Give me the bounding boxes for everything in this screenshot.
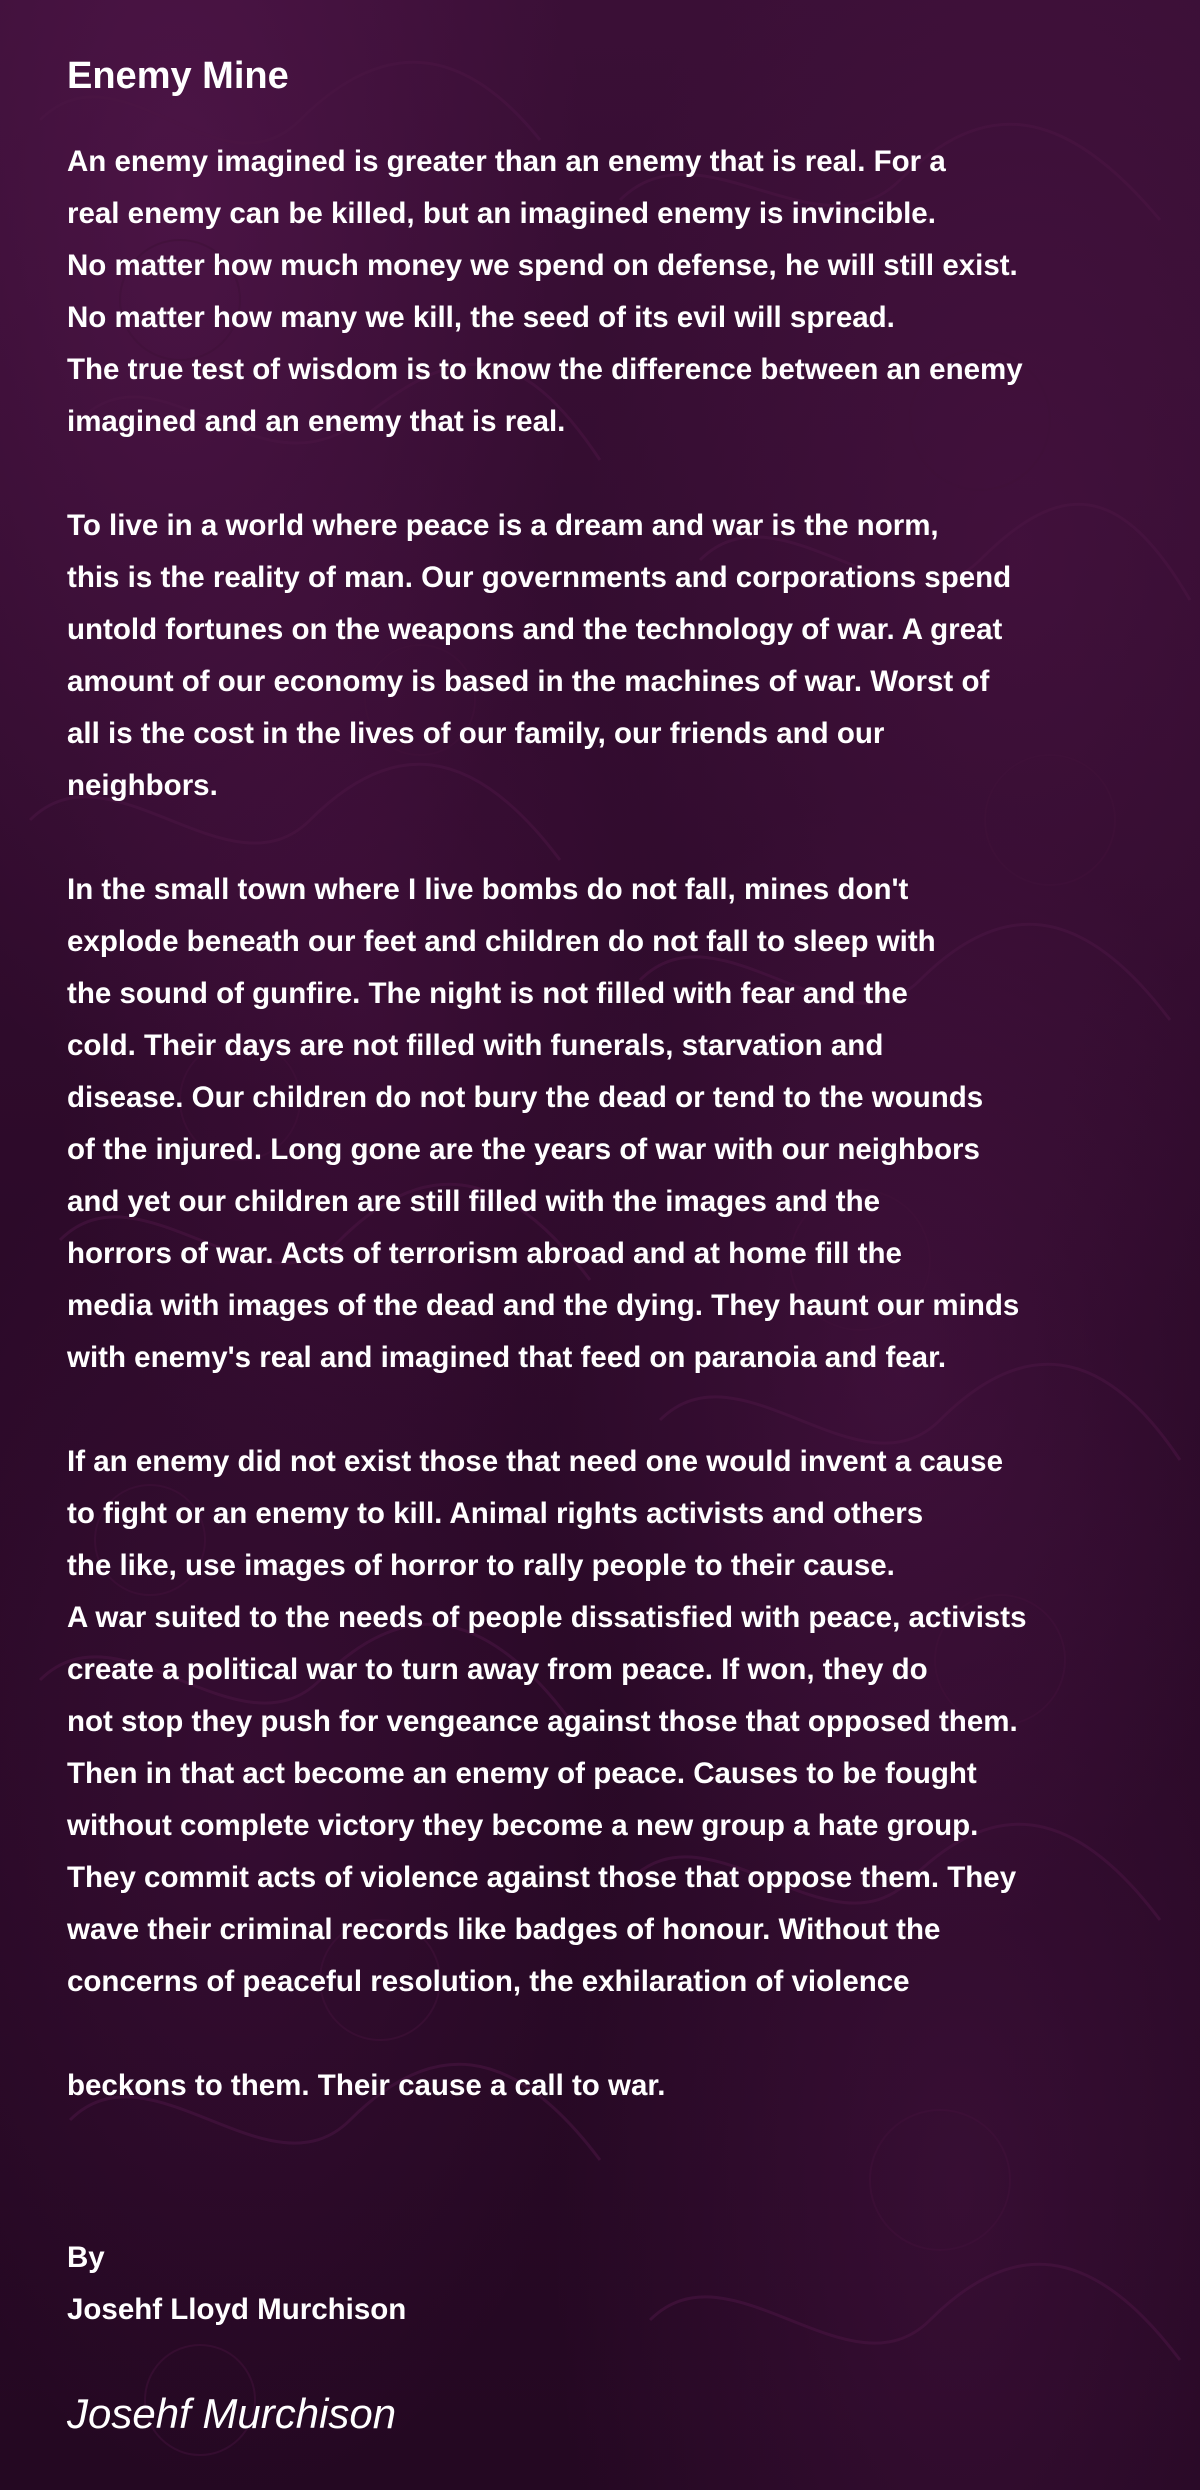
poem-line: explode beneath our feet and children do not fall to sleep with xyxy=(67,925,936,958)
author-signature: Josehf Murchison xyxy=(67,2390,397,2437)
author-name: Josehf Lloyd Murchison xyxy=(67,2293,407,2326)
poem-line: untold fortunes on the weapons and the technology of war. A great xyxy=(67,613,1003,646)
poem-line: They commit acts of violence against those that oppose them. They xyxy=(67,1861,1017,1894)
poem-content xyxy=(67,52,1147,2442)
poem-line: No matter how much money we spend on defense, he will still exist. xyxy=(67,249,1018,282)
stanza-5 xyxy=(67,2060,1147,2112)
by-label: By xyxy=(67,2241,105,2274)
poem-line: In the small town where I live bombs do not fall, mines don't xyxy=(67,873,909,906)
poem-line: imagined and an enemy that is real. xyxy=(67,405,566,438)
poem-line: and yet our children are still filled with the images and the xyxy=(67,1185,881,1218)
poem-line: No matter how many we kill, the seed of its evil will spread. xyxy=(67,301,895,334)
stanza-1 xyxy=(67,136,1147,448)
poem-line: not stop they push for vengeance against those that opposed them. xyxy=(67,1705,1018,1738)
poem-title: Enemy Mine xyxy=(67,55,289,97)
poem-line: media with images of the dead and the dying. They haunt our minds xyxy=(67,1289,1020,1322)
stanza-3 xyxy=(67,864,1147,1384)
poem-line: To live in a world where peace is a dream and war is the norm, xyxy=(67,509,939,542)
poem-line: all is the cost in the lives of our family, our friends and our xyxy=(67,717,885,750)
poem-line: beckons to them. Their cause a call to war. xyxy=(67,2069,666,2102)
poem-line: the like, use images of horror to rally people to their cause. xyxy=(67,1549,895,1582)
poem-line: An enemy imagined is greater than an enemy that is real. For a xyxy=(67,145,946,178)
poem-line: this is the reality of man. Our governments and corporations spend xyxy=(67,561,1012,594)
poem-line: disease. Our children do not bury the dead or tend to the wounds xyxy=(67,1081,984,1114)
stanza-4 xyxy=(67,1436,1147,2008)
poem-line: cold. Their days are not filled with funerals, starvation and xyxy=(67,1029,884,1062)
poem-line: real enemy can be killed, but an imagined enemy is invincible. xyxy=(67,197,936,230)
author-block xyxy=(67,2232,1147,2336)
poem-line: Then in that act become an enemy of peace. Causes to be fought xyxy=(67,1757,977,1790)
poem-line: to fight or an enemy to kill. Animal rights activists and others xyxy=(67,1497,924,1530)
poem-line: the sound of gunfire. The night is not filled with fear and the xyxy=(67,977,908,1010)
poem-line: create a political war to turn away from peace. If won, they do xyxy=(67,1653,928,1686)
poem-line: wave their criminal records like badges of honour. Without the xyxy=(67,1913,941,1946)
poem-line: amount of our economy is based in the machines of war. Worst of xyxy=(67,665,990,698)
poem-line: horrors of war. Acts of terrorism abroad and at home fill the xyxy=(67,1237,902,1270)
stanza-2 xyxy=(67,500,1147,812)
poem-line: If an enemy did not exist those that need one would invent a cause xyxy=(67,1445,1003,1478)
poem-line: concerns of peaceful resolution, the exhilaration of violence xyxy=(67,1965,910,1998)
poem-line: A war suited to the needs of people dissatisfied with peace, activists xyxy=(67,1601,1027,1634)
poem-line: of the injured. Long gone are the years of war with our neighbors xyxy=(67,1133,980,1166)
poem-line: with enemy's real and imagined that feed on paranoia and fear. xyxy=(67,1341,947,1374)
poem-line: without complete victory they become a new group a hate group. xyxy=(67,1809,979,1842)
poem-line: The true test of wisdom is to know the difference between an enemy xyxy=(67,353,1023,386)
poem-line: neighbors. xyxy=(67,769,218,802)
